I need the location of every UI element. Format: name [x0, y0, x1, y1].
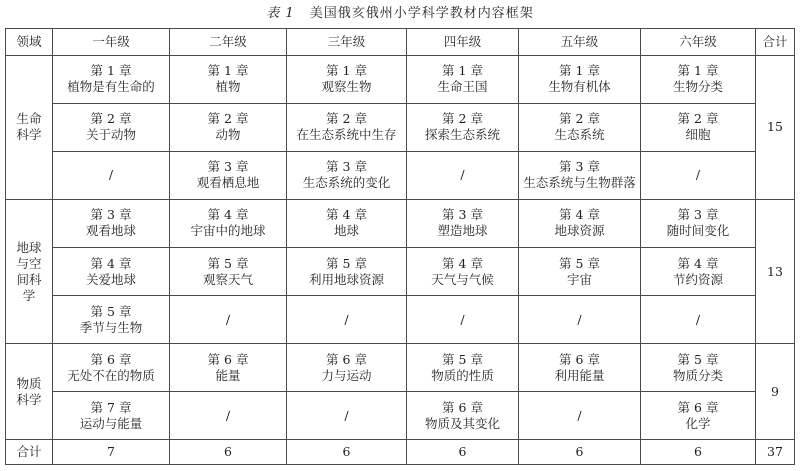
chapter-number: 第 4 章: [326, 207, 367, 223]
chapter-cell: [170, 55, 287, 103]
chapter-number: 第 3 章: [207, 159, 249, 175]
chapter-number: 第 5 章: [207, 255, 249, 271]
chapter-cell: [170, 103, 287, 151]
empty-mark: /: [108, 167, 114, 183]
chapter-cell: [407, 55, 519, 103]
chapter-number: 第 3 章: [90, 207, 132, 223]
total-row: [6, 440, 795, 465]
empty-mark: /: [344, 407, 349, 423]
header-grade-3: 三年级: [287, 29, 407, 56]
chapter-cell: [53, 296, 170, 344]
table-row: [6, 247, 795, 295]
chapter-title: 观察天气: [202, 271, 253, 287]
chapter-cell: [170, 199, 287, 247]
grade-total-cell: 6: [170, 440, 287, 465]
chapter-title: 物质分类: [672, 367, 723, 383]
chapter-cell: [287, 55, 407, 103]
chapter-title: 季节与生物: [79, 319, 143, 335]
chapter-title: 利用地球资源: [308, 271, 384, 287]
chapter-number: 第 5 章: [90, 303, 132, 319]
chapter-title: 生物分类: [672, 79, 723, 95]
domain-total-cell: 15: [756, 55, 795, 199]
chapter-title: 生态系统与生物群落: [523, 175, 636, 191]
chapter-number: 第 5 章: [559, 255, 600, 271]
curriculum-table: [5, 28, 795, 465]
chapter-cell: [170, 392, 287, 440]
chapter-number: 第 2 章: [326, 111, 367, 127]
chapter-title: 探索生态系统: [424, 127, 500, 143]
header-grade-1: 一年级: [53, 29, 170, 56]
chapter-cell: [641, 55, 756, 103]
domain-name-cell: [6, 199, 53, 343]
chapter-cell: [287, 296, 407, 344]
domain-name-line: 生命: [16, 111, 42, 127]
table-number: 表 1: [266, 6, 295, 21]
chapter-number: 第 1 章: [442, 63, 483, 79]
empty-mark: /: [460, 311, 465, 327]
chapter-cell: [53, 151, 170, 199]
header-row: [6, 29, 795, 56]
chapter-number: 第 6 章: [326, 351, 367, 367]
chapter-number: 第 3 章: [442, 207, 483, 223]
domain-name-line: 科学: [16, 127, 42, 143]
chapter-cell: [519, 392, 641, 440]
chapter-number: 第 5 章: [326, 255, 367, 271]
empty-mark: /: [577, 311, 582, 327]
domain-name-cell: [6, 344, 53, 440]
domain-total-cell: 13: [756, 199, 795, 343]
table-row: [6, 199, 795, 247]
chapter-number: 第 1 章: [677, 63, 719, 79]
chapter-title: 力与运动: [321, 367, 372, 383]
chapter-cell: [519, 199, 641, 247]
chapter-cell: [407, 199, 519, 247]
chapter-number: 第 3 章: [677, 207, 719, 223]
table-body: [6, 29, 795, 465]
domain-name-line: 科学: [16, 391, 42, 407]
chapter-title: 化学: [685, 415, 711, 431]
chapter-cell: [170, 151, 287, 199]
chapter-number: 第 2 章: [442, 111, 483, 127]
table-row: [6, 344, 795, 392]
chapter-number: 第 2 章: [677, 111, 719, 127]
chapter-cell: [287, 151, 407, 199]
chapter-cell: [170, 344, 287, 392]
chapter-cell: [641, 247, 756, 295]
chapter-cell: [407, 151, 519, 199]
table-row: [6, 296, 795, 344]
chapter-cell: [407, 296, 519, 344]
chapter-number: 第 1 章: [559, 63, 600, 79]
chapter-number: 第 4 章: [559, 207, 600, 223]
chapter-cell: [287, 247, 407, 295]
chapter-title: 天气与气候: [431, 271, 494, 287]
chapter-cell: [519, 247, 641, 295]
grade-total-cell: 6: [641, 440, 756, 465]
chapter-title: 生物有机体: [548, 79, 611, 95]
chapter-number: 第 3 章: [559, 159, 600, 175]
empty-mark: /: [695, 311, 701, 327]
chapter-title: 物质及其变化: [424, 415, 500, 431]
grand-total-cell: 37: [756, 440, 795, 465]
chapter-cell: [519, 296, 641, 344]
chapter-cell: [641, 296, 756, 344]
chapter-cell: [519, 55, 641, 103]
chapter-number: 第 6 章: [90, 351, 132, 367]
chapter-number: 第 1 章: [207, 63, 249, 79]
header-grade-6: 六年级: [641, 29, 756, 56]
domain-name-line: 物质: [16, 375, 42, 391]
chapter-number: 第 2 章: [207, 111, 249, 127]
domain-name-line: 地球: [16, 239, 42, 255]
chapter-cell: [519, 151, 641, 199]
header-total: 合计: [756, 29, 795, 56]
chapter-title: 观察生物: [321, 79, 372, 95]
empty-mark: /: [460, 167, 465, 183]
domain-name-line: 学: [22, 287, 36, 303]
chapter-cell: [519, 344, 641, 392]
empty-mark: /: [225, 407, 231, 423]
table-caption: [0, 0, 800, 26]
total-row-label: 合计: [6, 440, 53, 465]
chapter-title: 关于动物: [85, 127, 136, 143]
chapter-cell: [407, 344, 519, 392]
domain-name-line: 间科: [16, 271, 42, 287]
domain-total-cell: 9: [756, 344, 795, 440]
grade-total-cell: 7: [53, 440, 170, 465]
header-grade-2: 二年级: [170, 29, 287, 56]
chapter-title: 植物: [215, 79, 241, 95]
grade-total-cell: 6: [407, 440, 519, 465]
table-row: [6, 103, 795, 151]
chapter-cell: [407, 392, 519, 440]
chapter-number: 第 1 章: [326, 63, 367, 79]
chapter-title: 随时间变化: [666, 223, 730, 239]
chapter-title: 生态系统的变化: [302, 175, 391, 191]
chapter-title: 生命王国: [437, 79, 488, 95]
chapter-title: 节约资源: [672, 271, 723, 287]
chapter-cell: [641, 392, 756, 440]
domain-name-line: 与空: [16, 255, 42, 271]
chapter-cell: [53, 344, 170, 392]
chapter-cell: [53, 247, 170, 295]
chapter-number: 第 1 章: [90, 63, 132, 79]
chapter-cell: [53, 55, 170, 103]
chapter-number: 第 3 章: [326, 159, 367, 175]
chapter-number: 第 6 章: [677, 399, 719, 415]
chapter-title: 关爱地球: [85, 271, 136, 287]
empty-mark: /: [695, 167, 701, 183]
chapter-cell: [641, 103, 756, 151]
chapter-title: 宇宙中的地球: [190, 223, 266, 239]
table-row: [6, 151, 795, 199]
chapter-title: 观看地球: [85, 223, 136, 239]
chapter-cell: [170, 247, 287, 295]
chapter-title: 物质的性质: [431, 367, 494, 383]
chapter-title: 在生态系统中生存: [296, 127, 397, 143]
chapter-title: 运动与能量: [79, 415, 143, 431]
header-grade-4: 四年级: [407, 29, 519, 56]
chapter-number: 第 2 章: [90, 111, 132, 127]
chapter-cell: [641, 344, 756, 392]
chapter-number: 第 6 章: [442, 399, 483, 415]
chapter-title: 能量: [215, 367, 241, 383]
chapter-cell: [287, 103, 407, 151]
chapter-cell: [53, 199, 170, 247]
chapter-number: 第 4 章: [442, 255, 483, 271]
chapter-title: 动物: [215, 127, 241, 143]
chapter-number: 第 2 章: [559, 111, 600, 127]
chapter-cell: [170, 296, 287, 344]
header-grade-5: 五年级: [519, 29, 641, 56]
chapter-number: 第 4 章: [677, 255, 719, 271]
chapter-title: 塑造地球: [437, 223, 488, 239]
table-row: [6, 55, 795, 103]
chapter-number: 第 4 章: [90, 255, 132, 271]
chapter-cell: [641, 151, 756, 199]
grade-total-cell: 6: [519, 440, 641, 465]
chapter-title: 地球: [333, 223, 359, 239]
chapter-title: 细胞: [685, 127, 711, 143]
chapter-number: 第 7 章: [90, 399, 132, 415]
chapter-cell: [287, 344, 407, 392]
chapter-title: 利用能量: [554, 367, 605, 383]
domain-name-cell: [6, 55, 53, 199]
chapter-number: 第 6 章: [559, 351, 600, 367]
chapter-cell: [519, 103, 641, 151]
chapter-cell: [407, 247, 519, 295]
chapter-cell: [287, 199, 407, 247]
grade-total-cell: 6: [287, 440, 407, 465]
chapter-number: 第 5 章: [442, 351, 483, 367]
header-domain: 领域: [6, 29, 53, 56]
chapter-number: 第 4 章: [207, 207, 249, 223]
chapter-title: 地球资源: [554, 223, 605, 239]
chapter-number: 第 5 章: [677, 351, 719, 367]
chapter-cell: [53, 103, 170, 151]
chapter-number: 第 6 章: [207, 351, 249, 367]
table-row: [6, 392, 795, 440]
chapter-title: 宇宙: [566, 271, 592, 287]
chapter-cell: [287, 392, 407, 440]
chapter-cell: [641, 199, 756, 247]
chapter-title: 无处不在的物质: [67, 367, 155, 383]
empty-mark: /: [577, 407, 582, 423]
chapter-title: 观看栖息地: [196, 175, 260, 191]
empty-mark: /: [344, 311, 349, 327]
table-title: 美国俄亥俄州小学科学教材内容框架: [309, 6, 534, 21]
chapter-cell: [407, 103, 519, 151]
chapter-title: 生态系统: [554, 127, 605, 143]
chapter-title: 植物是有生命的: [67, 79, 155, 95]
empty-mark: /: [225, 311, 231, 327]
chapter-cell: [53, 392, 170, 440]
